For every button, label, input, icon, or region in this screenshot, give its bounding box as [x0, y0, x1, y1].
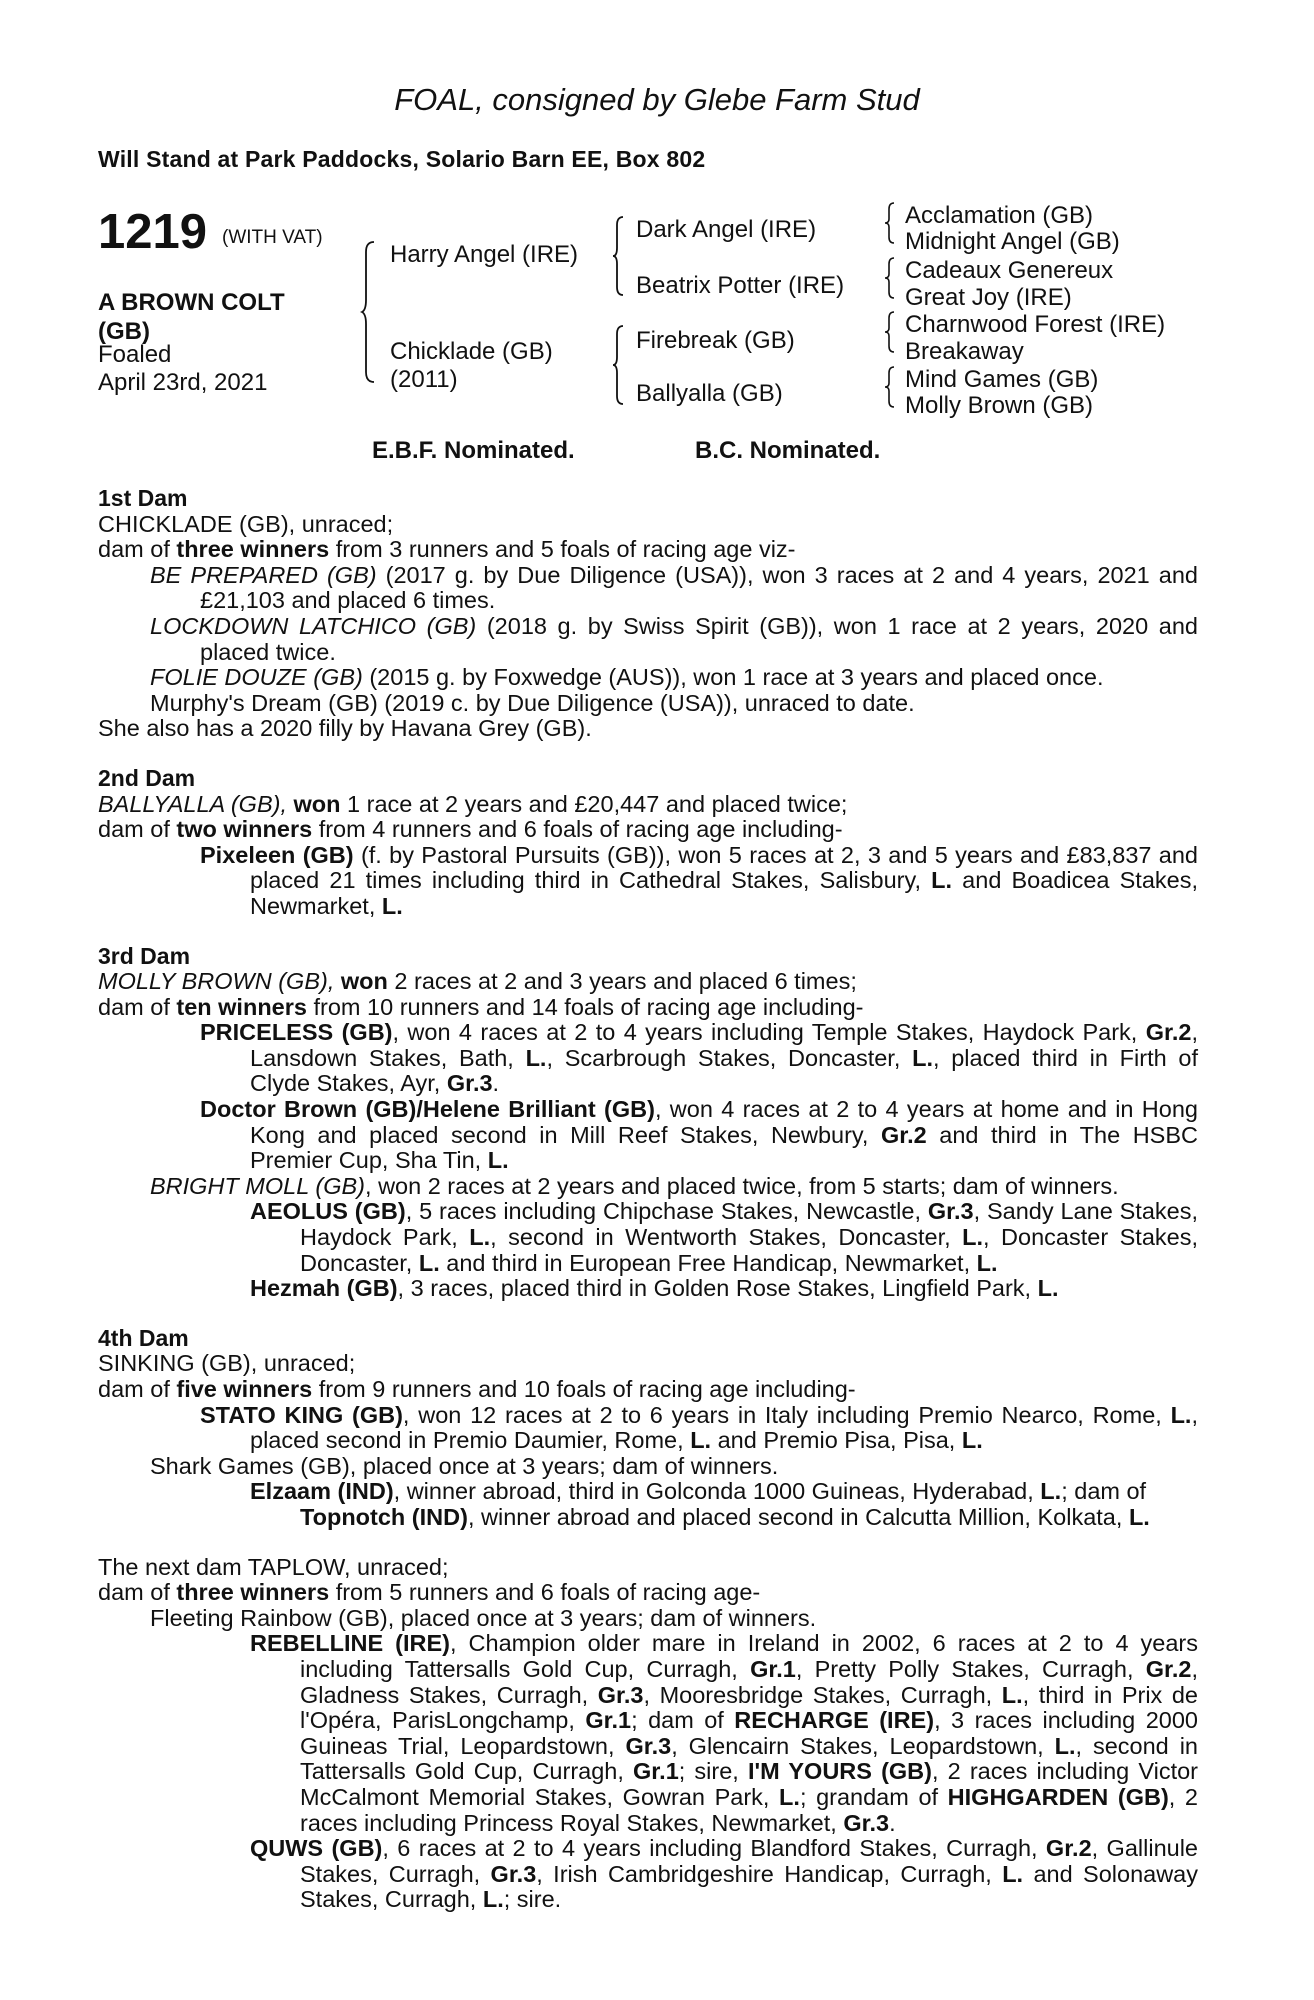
dam3-line1: MOLLY BROWN (GB), won 2 races at 2 and 3 years and placed 6 times; — [98, 968, 857, 995]
dam4-progeny-2: Shark Games (GB), placed once at 3 years; dam of winners. — [150, 1452, 779, 1479]
pedigree-dam: Chicklade (GB) — [390, 338, 553, 365]
lot-number: 1219 — [98, 205, 208, 259]
pedigree-sire-dam: Beatrix Potter (IRE) — [636, 272, 845, 299]
bc-nomination: B.C. Nominated. — [695, 437, 881, 464]
dam1-line1: CHICKLADE (GB), unraced; — [98, 510, 394, 537]
pedigree-sire: Harry Angel (IRE) — [390, 241, 579, 268]
dam1-heading: 1st Dam — [98, 485, 188, 511]
lot-description-line2: (GB) — [98, 318, 150, 345]
pedigree-dam-year: (2011) — [390, 366, 458, 393]
dam1-line2: dam of three winners from 3 runners and 5 foals of racing age viz- — [98, 536, 796, 563]
dam1-progeny-3: FOLIE DOUZE (GB) (2015 g. by Foxwedge (AUS)), won 1 race at 3 years and placed once. — [150, 664, 1104, 691]
dam1-note: She also has a 2020 filly by Havana Grey (GB). — [98, 715, 592, 742]
pedigree-brace-g3-4 — [885, 367, 895, 407]
dam3-progeny-3: BRIGHT MOLL (GB), won 2 races at 2 years and placed twice, from 5 starts; dam of winners. — [150, 1172, 1119, 1199]
dam1-progeny-1: BE PREPARED (GB) (2017 g. by Due Diligence (USA)), won 3 races at 2 and 4 years, 2021 and £21,103 and placed 6 times. — [150, 561, 1198, 614]
pedigree-brace-main — [362, 242, 376, 382]
dam3-line2: dam of ten winners from 10 runners and 14 foals of racing age including- — [98, 993, 864, 1020]
dam2-line1: BALLYALLA (GB), won 1 race at 2 years and £20,447 and placed twice; — [98, 790, 848, 817]
pedigree-dam-dam: Ballyalla (GB) — [636, 380, 783, 407]
dam1-progeny-4: Murphy's Dream (GB) (2019 c. by Due Diligence (USA)), unraced to date. — [150, 689, 915, 716]
dam4-line1: SINKING (GB), unraced; — [98, 1350, 356, 1377]
ebf-nomination: E.B.F. Nominated. — [372, 437, 575, 464]
dam4-progeny-3: Elzaam (IND), winner abroad, third in Golconda 1000 Guineas, Hyderabad, L.; dam of — [250, 1478, 1147, 1505]
foaled-label: Foaled — [98, 341, 172, 368]
pedigree-g3-1: Acclamation (GB) — [905, 202, 1094, 229]
pedigree-g3-7: Mind Games (GB) — [905, 366, 1099, 393]
dam3-progeny-2: Doctor Brown (GB)/Helene Brilliant (GB), won 4 races at 2 to 4 years at home and in Hong Kong and placed second in Mill Reef Stakes, Newbury, Gr.2 and third in The HSBC Premier Cup, Sha Tin, L. — [200, 1096, 1198, 1174]
pedigree-brace-g3-2 — [885, 258, 895, 298]
dam1-progeny-2: LOCKDOWN LATCHICO (GB) (2018 g. by Swiss Spirit (GB)), won 1 race at 2 years, 2020 and placed twice. — [150, 612, 1198, 665]
page-title: FOAL, consigned by Glebe Farm Stud — [394, 82, 920, 117]
dam5-line2: dam of three winners from 5 runners and 6 foals of racing age- — [98, 1579, 761, 1606]
pedigree-g3-3: Cadeaux Genereux — [905, 257, 1114, 284]
dam4-heading: 4th Dam — [98, 1324, 189, 1351]
pedigree-brace-sire — [613, 217, 625, 295]
pedigree-g3-8: Molly Brown (GB) — [905, 392, 1094, 419]
pedigree-brace-g3-3 — [885, 312, 895, 352]
stand-location: Will Stand at Park Paddocks, Solario Barn EE, Box 802 — [98, 146, 706, 172]
foaled-info — [98, 341, 338, 397]
pedigree-dam-sire: Firebreak (GB) — [636, 327, 795, 354]
dam5-line1: The next dam TAPLOW, unraced; — [98, 1553, 449, 1580]
dam3-progeny-5: Hezmah (GB), 3 races, placed third in Golden Rose Stakes, Lingfield Park, L. — [250, 1275, 1059, 1302]
dam5-progeny-3: QUWS (GB), 6 races at 2 to 4 years including Blandford Stakes, Curragh, Gr.2, Gallinule Stakes, Curragh, Gr.3, Irish Cambridgeshire Handicap, Curragh, L. and Solonaway Stakes, Curragh, L.; sire. — [250, 1835, 1199, 1913]
pedigree-g3-2: Midnight Angel (GB) — [905, 228, 1120, 255]
dam5-progeny-1: Fleeting Rainbow (GB), placed once at 3 years; dam of winners. — [150, 1604, 817, 1631]
catalogue-body — [98, 486, 1198, 1913]
dam2-heading: 2nd Dam — [98, 764, 196, 791]
pedigree-brace-dam — [613, 326, 625, 404]
pedigree-g3-4: Great Joy (IRE) — [905, 284, 1072, 311]
dam3-heading: 3rd Dam — [98, 942, 191, 969]
dam2-line2: dam of two winners from 4 runners and 6 foals of racing age including- — [98, 816, 843, 843]
dam3-progeny-4: AEOLUS (GB), 5 races including Chipchase Stakes, Newcastle, Gr.3, Sandy Lane Stakes, Haydock Park, L., second in Wentworth Stakes, Doncaster, L., Doncaster Stakes, Doncaster, L. and third in European Free Handicap, Newmarket, L. — [250, 1198, 1198, 1276]
lot-description — [98, 288, 338, 346]
pedigree-sire-sire: Dark Angel (IRE) — [636, 216, 817, 243]
pedigree-g3-5: Charnwood Forest (IRE) — [905, 311, 1166, 338]
vat-note: (WITH VAT) — [222, 227, 323, 248]
dam4-progeny-4: Topnotch (IND), winner abroad and placed second in Calcutta Million, Kolkata, L. — [300, 1503, 1150, 1530]
pedigree-g3-6: Breakaway — [905, 338, 1024, 365]
dam2-progeny-1: Pixeleen (GB) (f. by Pastoral Pursuits (GB)), won 5 races at 2, 3 and 5 years and £83,837 and placed 21 times including third in Cathedral Stakes, Salisbury, L. and Boadicea Stakes, Newmarket, L. — [200, 841, 1199, 919]
dam5-progeny-2: REBELLINE (IRE), Champion older mare in Ireland in 2002, 6 races at 2 to 4 years including Tattersalls Gold Cup, Curragh, Gr.1, Pretty Polly Stakes, Curragh, Gr.2, Gladness Stakes, Curragh, Gr.3, Mooresbridge Stakes, Curragh, L., third in Prix de l'Opéra, ParisLongchamp, Gr.1; dam of RECHARGE (IRE), 3 races including 2000 Guineas Trial, Leopardstown, Gr.3, Glencairn Stakes, Leopardstown, L., second in Tattersalls Gold Cup, Curragh, Gr.1; sire, I'M YOURS (GB), 2 races including Victor McCalmont Memorial Stakes, Gowran Park, L.; grandam of HIGHGARDEN (GB), 2 races including Princess Royal Stakes, Newmarket, Gr.3. — [250, 1630, 1198, 1836]
dam4-progeny-1: STATO KING (GB), won 12 races at 2 to 6 years in Italy including Premio Nearco, Rome, L., placed second in Premio Daumier, Rome, L. and Premio Pisa, Pisa, L. — [200, 1401, 1198, 1454]
foaled-date: April 23rd, 2021 — [98, 369, 268, 396]
lot-description-line1: A BROWN COLT — [98, 289, 285, 316]
dam3-progeny-1: PRICELESS (GB), won 4 races at 2 to 4 years including Temple Stakes, Haydock Park, Gr.2, Lansdown Stakes, Bath, L., Scarbrough Stakes, Doncaster, L., placed third in Firth of Clyde Stakes, Ayr, Gr.3. — [200, 1019, 1198, 1097]
pedigree-brace-g3-1 — [885, 203, 895, 243]
dam4-line2: dam of five winners from 9 runners and 10 foals of racing age including- — [98, 1376, 856, 1402]
